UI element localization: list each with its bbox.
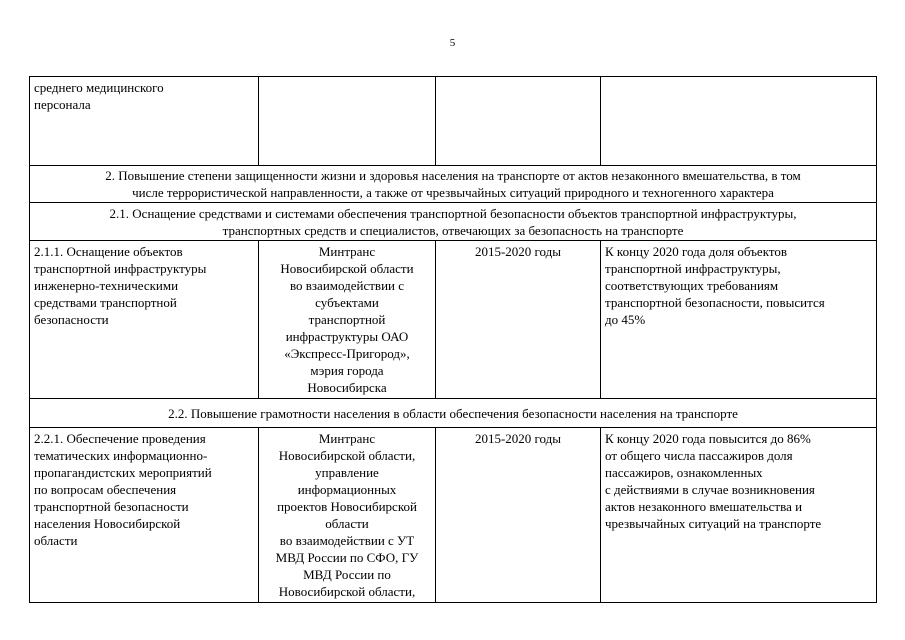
measure-cell: 2.1.1. Оснащение объектов транспортной инфраструктуры инженерно-техническими средствами транспортной безопасности: [30, 241, 259, 399]
executor-cell: [259, 77, 436, 166]
executor-cell: Минтранс Новосибирской области во взаимодействии с субъектами транспортной инфраструктуры ОАО «Экспресс-Пригород», мэрия города Новосибирска: [259, 241, 436, 399]
table-row: [30, 428, 877, 603]
section-row: [30, 203, 877, 241]
result-cell: [601, 77, 877, 166]
measure-cell: 2.2.1. Обеспечение проведения тематических информационно- пропагандистских мероприятий по вопросам обеспечения транспортной безопасности населения Новосибирской области: [30, 428, 259, 603]
result-cell: К концу 2020 года доля объектов транспортной инфраструктуры, соответствующих требованиям транспортной безопасности, повысится до 45%: [601, 241, 877, 399]
section-heading-2: 2. Повышение степени защищенности жизни и здоровья населения на транспорте от актов незаконного вмешательства, в том числе террористической направленности, а также от чрезвычайных ситуаций природного и техногенного характера: [30, 166, 877, 203]
section-heading-2-1: 2.1. Оснащение средствами и системами обеспечения транспортной безопасности объектов транспортной инфраструктуры, транспортных средств и специалистов, отвечающих за безопасность на транспорте: [30, 203, 877, 241]
section-heading-2-2: 2.2. Повышение грамотности населения в области обеспечения безопасности населения на транспорте: [30, 399, 877, 428]
period-cell: 2015-2020 годы: [436, 428, 601, 603]
period-cell: 2015-2020 годы: [436, 241, 601, 399]
result-cell: К концу 2020 года повысится до 86% от общего числа пассажиров доля пассажиров, ознакомленных с действиями в случае возникновения актов незаконного вмешательства и чрезвычайных ситуаций на транспорте: [601, 428, 877, 603]
section-row: [30, 399, 877, 428]
period-cell: [436, 77, 601, 166]
table-row: [30, 241, 877, 399]
measures-table: [29, 76, 877, 603]
measure-cell: среднего медицинского персонала: [30, 77, 259, 166]
executor-cell: Минтранс Новосибирской области, управление информационных проектов Новосибирской области во взаимодействии с УТ МВД России по СФО, ГУ МВД России по Новосибирской области,: [259, 428, 436, 603]
section-row: [30, 166, 877, 203]
table-row: [30, 77, 877, 166]
page-number: 5: [449, 37, 456, 49]
